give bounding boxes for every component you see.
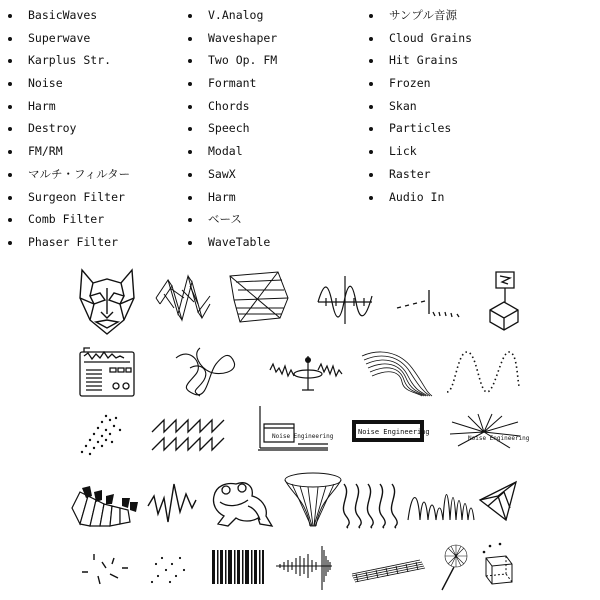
radio-icon <box>78 344 136 398</box>
cymbal-splash-icon <box>268 350 348 394</box>
engine-list-item: WaveTable <box>186 231 277 254</box>
engine-list-item: Two Op. FM <box>186 49 277 72</box>
logo-text: Noise Engineering <box>358 428 430 436</box>
engine-list-item: SawX <box>186 163 277 186</box>
dotted-sine-icon <box>445 346 521 398</box>
engine-list-item: Hit Grains <box>367 49 472 72</box>
engine-list-item: Phaser Filter <box>6 231 130 254</box>
engine-list-item: Karplus Str. <box>6 49 130 72</box>
zigzag-wave-icon <box>146 476 198 526</box>
engine-list-item: Speech <box>186 117 277 140</box>
noise-engineering-stamp-icon <box>254 404 334 456</box>
raster-lines-icon <box>350 554 428 584</box>
funnel-icon <box>282 470 344 528</box>
engine-list-item: V.Analog <box>186 4 277 27</box>
logo-text: Noise Engineering <box>272 433 334 440</box>
engine-list-item: Harm <box>186 186 277 209</box>
engine-list-item: Cloud Grains <box>367 27 472 50</box>
engine-list-item: Chords <box>186 95 277 118</box>
logo-text: Noise Engineering <box>468 435 530 442</box>
audio-burst-icon <box>274 542 334 592</box>
particle-cloud-icon <box>76 408 130 458</box>
scribble-icon <box>170 344 240 400</box>
noise-engineering-burst-icon <box>448 412 530 450</box>
saw-waves-icon <box>150 414 226 456</box>
noise-engineering-label-icon <box>350 418 430 448</box>
dice-cube-icon <box>486 270 522 332</box>
folded-sheet-icon <box>228 270 294 326</box>
cat-mask-icon <box>78 268 136 336</box>
engine-list-item: Particles <box>367 117 472 140</box>
frog-icon <box>208 474 274 530</box>
engine-list-item: Comb Filter <box>6 208 130 231</box>
engine-list-item: Lick <box>367 140 472 163</box>
dot-scatter-icon <box>146 548 188 588</box>
piano-keys-icon <box>70 484 140 528</box>
barcode-icon <box>210 548 266 586</box>
scatter-sparks-icon <box>78 548 132 588</box>
engine-list-item: Frozen <box>367 72 472 95</box>
oscilloscope-wave-icon <box>316 274 374 326</box>
engine-list-item: BasicWaves <box>6 4 130 27</box>
engine-list-item: ベース <box>186 208 277 231</box>
decaying-loops-icon <box>406 480 476 524</box>
engine-list-item: Noise <box>6 72 130 95</box>
dandelion-icon <box>432 542 472 592</box>
flowing-lines-icon <box>360 346 434 398</box>
engine-list-item: Modal <box>186 140 277 163</box>
engine-list-item: サンプル音源 <box>367 4 472 27</box>
wireframe-wave-icon <box>154 268 212 326</box>
wavy-lines-icon <box>340 482 402 528</box>
spark-burst-icon <box>393 286 465 322</box>
wire-triangle-icon <box>476 476 522 528</box>
engine-list-item: マルチ・フィルター <box>6 163 130 186</box>
engine-list-item: Harm <box>6 95 130 118</box>
engine-list-item: Skan <box>367 95 472 118</box>
engine-list-item: Waveshaper <box>186 27 277 50</box>
engine-list-item: Raster <box>367 163 472 186</box>
engine-list-item: Audio In <box>367 186 472 209</box>
engine-list-item: Surgeon Filter <box>6 186 130 209</box>
engine-list-item: Formant <box>186 72 277 95</box>
wire-cube-icon <box>478 540 522 588</box>
engine-list-item: Destroy <box>6 117 130 140</box>
engine-list-item: Superwave <box>6 27 130 50</box>
engine-list-item: FM/RM <box>6 140 130 163</box>
